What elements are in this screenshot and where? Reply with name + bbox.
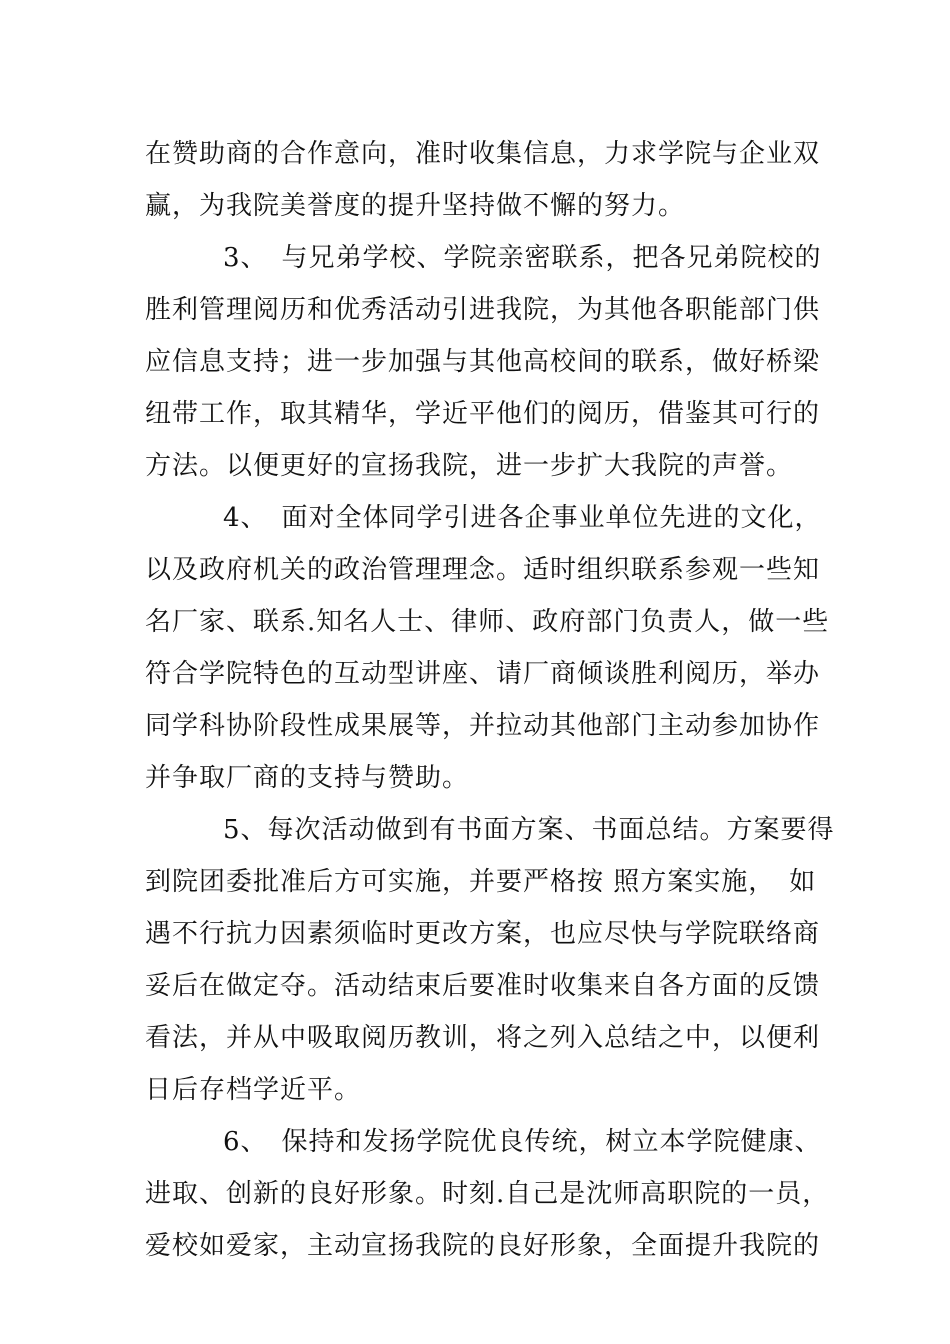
paragraph-sponsor-cooperation <box>145 128 821 232</box>
text-line: 胜利管理阅历和优秀活动引进我院，为其他各职能部门供 <box>145 295 821 325</box>
document-page <box>145 128 835 1272</box>
text-line: 符合学院特色的互动型讲座、请厂商倾谈胜利阅历，举办 <box>145 659 821 689</box>
text-line: 4、 面对全体同学引进各企事业单位先进的文化， <box>223 503 822 533</box>
paragraph-item-6 <box>145 1116 830 1272</box>
text-line: 在赞助商的合作意向，准时收集信息，力求学院与企业双 <box>145 139 821 169</box>
text-line: 6、 保持和发扬学院优良传统，树立本学院健康、 <box>223 1127 822 1157</box>
text-line: 3、 与兄弟学校、学院亲密联系，把各兄弟院校的 <box>223 243 822 273</box>
text-line: 爱校如爱家，主动宣扬我院的良好形象，全面提升我院的 <box>145 1231 821 1261</box>
text-line: 以及政府机关的政治管理理念。适时组织联系参观一些知 <box>145 555 821 585</box>
paragraph-item-4 <box>145 492 830 804</box>
text-line: 妥后在做定夺。活动结束后要准时收集来自各方面的反馈 <box>145 971 821 1001</box>
text-line: 日后存档学近平。 <box>145 1075 362 1105</box>
text-line: 纽带工作，取其精华，学近平他们的阅历，借鉴其可行的 <box>145 399 821 429</box>
paragraph-item-5 <box>145 804 835 1116</box>
text-line: 方法。以便更好的宣扬我院，进一步扩大我院的声誉。 <box>145 451 794 481</box>
text-line: 名厂家、联系.知名人士、律师、政府部门负责人，做一些 <box>145 607 830 637</box>
text-line: 同学科协阶段性成果展等，并拉动其他部门主动参加协作 <box>145 711 821 741</box>
text-line: 并争取厂商的支持与赞助。 <box>145 763 470 793</box>
paragraph-item-3 <box>145 232 822 492</box>
text-line: 赢，为我院美誉度的提升坚持做不懈的努力。 <box>145 191 686 221</box>
text-line: 5、每次活动做到有书面方案、书面总结。方案要得 <box>223 815 835 845</box>
text-line: 到院团委批准后方可实施，并要严格按 照方案实施， 如 <box>145 867 817 897</box>
text-line: 看法，并从中吸取阅历教训，将之列入总结之中，以便利 <box>145 1023 821 1053</box>
text-line: 应信息支持；进一步加强与其他高校间的联系，做好桥梁 <box>145 347 821 377</box>
text-line: 遇不行抗力因素须临时更改方案，也应尽快与学院联络商 <box>145 919 821 949</box>
text-line: 进取、创新的良好形象。时刻.自己是沈师高职院的一员， <box>145 1179 830 1209</box>
